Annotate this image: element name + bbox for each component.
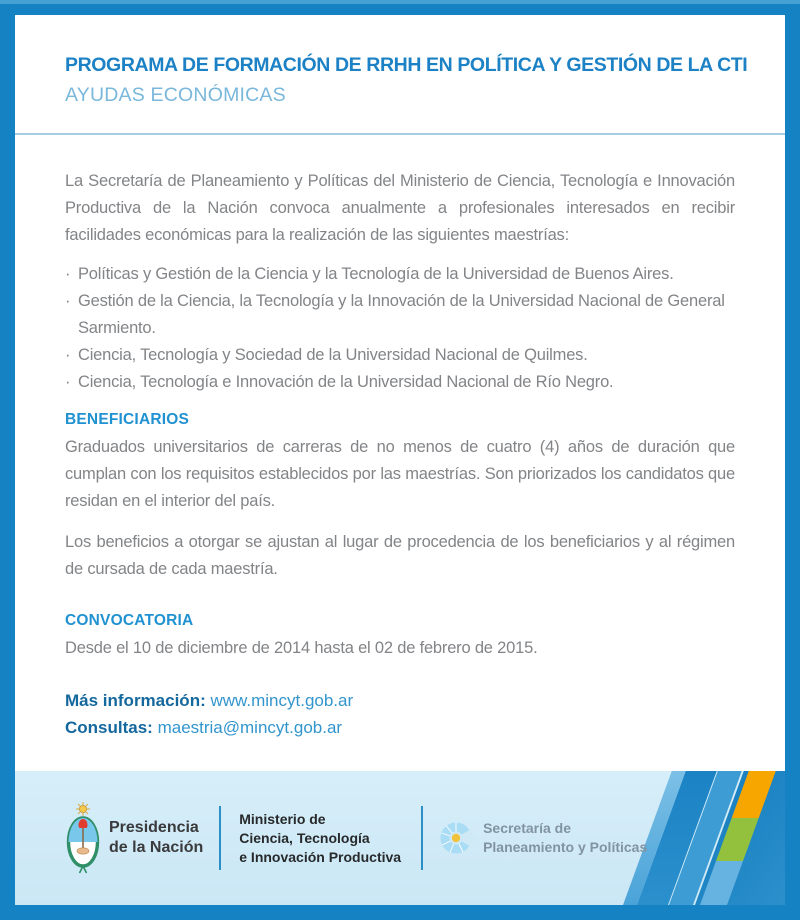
bullet-dot: · (65, 346, 71, 364)
footer-divider (421, 806, 423, 870)
header (65, 53, 748, 107)
ministerio-line3: e Innovación Productiva (239, 848, 402, 865)
ministerio-line2: Ciencia, Tecnología (239, 829, 370, 846)
convocatoria-paragraph: Desde el 10 de diciembre de 2014 hasta el 02 de febrero de 2015. (65, 639, 538, 657)
secretaria-sun-swirl-icon (439, 821, 473, 855)
frame-top-accent (0, 0, 800, 4)
footer-divider (219, 806, 221, 870)
content-card (15, 15, 785, 771)
list-item (65, 288, 735, 342)
list-item (65, 342, 735, 369)
ministerio-label (239, 810, 401, 867)
list-item-text: Ciencia, Tecnología e Innovación de la Universidad Nacional de Río Negro. (78, 373, 614, 391)
list-item-text: Gestión de la Ciencia, la Tecnología y la Innovación de la Universidad Nacional de General Sarmiento. (78, 292, 725, 337)
page-title: PROGRAMA DE FORMACIÓN DE RRHH EN POLÍTICA Y GESTIÓN DE LA CTI (65, 54, 748, 76)
argentina-coat-of-arms-icon (65, 801, 101, 875)
page-subtitle: AYUDAS ECONÓMICAS (65, 84, 286, 106)
contact-consultas-label: Consultas: (65, 717, 153, 737)
header-divider-rule (15, 133, 785, 135)
bullet-dot: · (65, 265, 71, 283)
presidencia-label (109, 818, 203, 859)
beneficiarios-paragraph-1: Graduados universitarios de carreras de no menos de cuatro (4) años de duración que cumplan con los requisitos establecidos por las maestrías. Son priorizados los candidatos que residan en el interior del país. (65, 438, 735, 510)
list-item (65, 261, 735, 288)
beneficiarios-paragraph-2: Los beneficios a otorgar se ajustan al lugar de procedencia de los beneficiarios y al régimen de cursada de cada maestría. (65, 533, 735, 578)
section-heading-beneficiarios: BENEFICIARIOS (65, 411, 190, 428)
website-link[interactable]: www.mincyt.gob.ar (210, 691, 354, 710)
secretaria-label (483, 819, 647, 857)
bullet-dot: · (65, 373, 71, 391)
secretaria-line1: Secretaría de (483, 820, 572, 836)
contact-info-label: Más información: (65, 691, 206, 710)
footer-logos (15, 771, 647, 905)
presidencia-line2: de la Nación (109, 839, 204, 856)
email-link[interactable]: maestria@mincyt.gob.ar (157, 717, 343, 737)
secretaria-logo-block (439, 819, 647, 857)
footer-strip (15, 771, 785, 905)
bullet-dot: · (65, 292, 71, 310)
ministerio-line1: Ministerio de (239, 810, 326, 827)
section-heading-convocatoria: CONVOCATORIA (65, 612, 194, 629)
maestrias-list (65, 261, 735, 396)
intro-paragraph: La Secretaría de Planeamiento y Políticas del Ministerio de Ciencia, Tecnología e Innovación Productiva de la Nación convoca anualmente a profesionales interesados en recibir facilidades económicas para la realización de las siguientes maestrías: (65, 172, 735, 244)
contact-info-line (65, 688, 735, 715)
contact-block (65, 688, 735, 741)
contact-consultas-line (65, 715, 735, 742)
presidencia-line1: Presidencia (109, 818, 199, 836)
list-item-text: Ciencia, Tecnología y Sociedad de la Universidad Nacional de Quilmes. (78, 346, 588, 364)
list-item (65, 369, 735, 396)
secretaria-line2: Planeamiento y Políticas (483, 839, 648, 855)
list-item-text: Políticas y Gestión de la Ciencia y la Tecnología de la Universidad de Buenos Aires. (78, 265, 674, 283)
